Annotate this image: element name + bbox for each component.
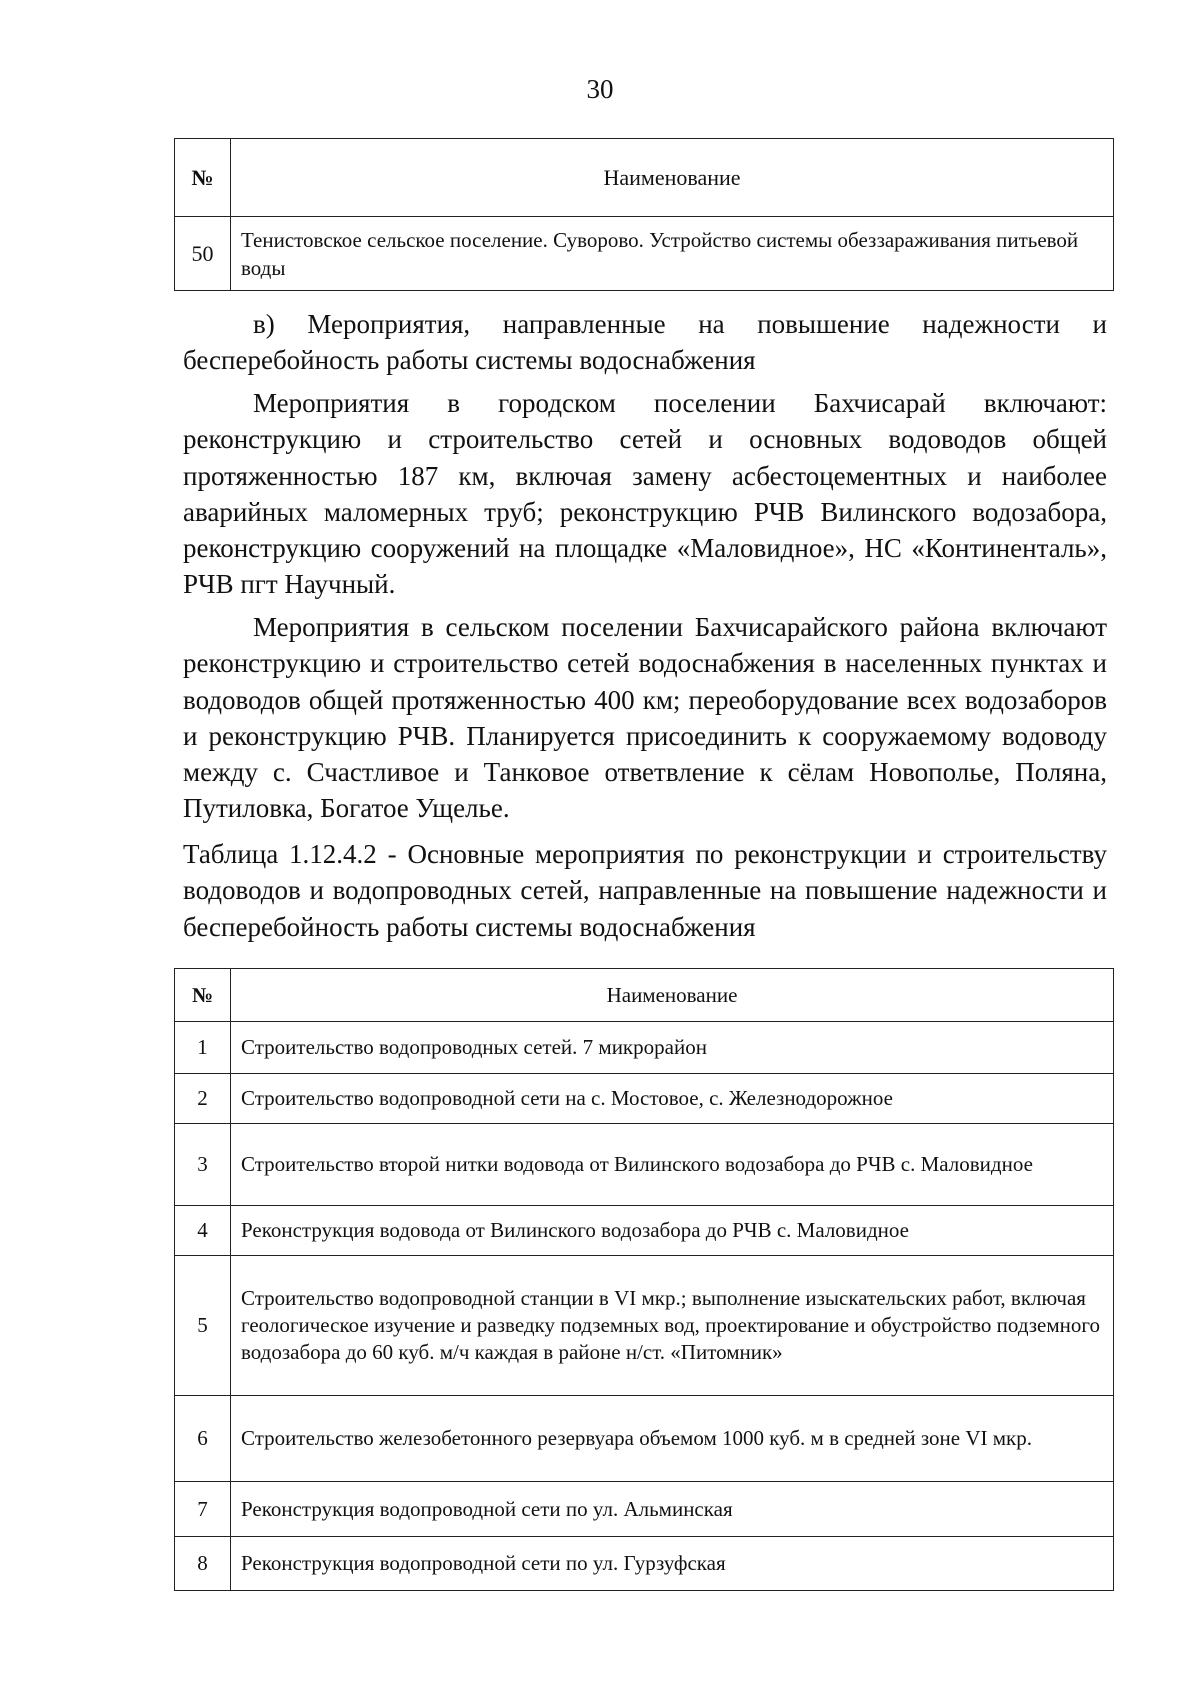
table-row [175, 1022, 1114, 1074]
row-name: Реконструкция водовода от Вилинского водозабора до РЧВ с. Маловидное [231, 1206, 1114, 1256]
table-row [175, 1396, 1114, 1482]
row-number: 50 [175, 217, 231, 291]
row-name: Строительство водопроводных сетей. 7 микрорайон [231, 1022, 1114, 1074]
header-name: Наименование [231, 969, 1114, 1022]
paragraph-rural-settlement: Мероприятия в сельском поселении Бахчисарайского района включают реконструкцию и строительство сетей водоснабжения в населенных пунктах и водоводов общей протяженностью 400 км; переоборудование всех водозаборов и реконструкцию РЧВ. Планируется присоединить к сооружаемому водоводу между с. Счастливое и Танковое ответвление к сёлам Новополье, Поляна, Путиловка, Богатое Ущелье. [183, 612, 1107, 824]
header-name: Наименование [231, 139, 1114, 217]
table-row [175, 1074, 1114, 1124]
header-number: № [175, 139, 231, 217]
table-row [175, 1124, 1114, 1206]
header-number: № [175, 969, 231, 1022]
top-table [174, 138, 1114, 291]
row-number: 6 [175, 1396, 231, 1482]
row-number: 2 [175, 1074, 231, 1124]
row-number: 8 [175, 1537, 231, 1591]
page-number: 30 [586, 74, 614, 104]
row-number: 4 [175, 1206, 231, 1256]
table-header-row [175, 969, 1114, 1022]
row-number: 1 [175, 1022, 231, 1074]
row-number: 7 [175, 1482, 231, 1537]
main-table [174, 968, 1114, 1591]
table-header-row [175, 139, 1114, 217]
table-caption: Таблица 1.12.4.2 - Основные мероприятия по реконструкции и строительству водоводов и водопроводных сетей, направленные на повышение надежности и бесперебойность работы системы водоснабжения [183, 839, 1107, 942]
row-number: 3 [175, 1124, 231, 1206]
row-name: Строительство водопроводной станции в VI мкр.; выполнение изыскательских работ, включая геологическое изучение и разведку подземных вод, проектирование и обустройство подземного водозабора до 60 куб. м/ч каждая в районе н/ст. «Питомник» [231, 1256, 1114, 1396]
row-name: Строительство железобетонного резервуара объемом 1000 куб. м в средней зоне VI мкр. [231, 1396, 1114, 1482]
table-row [175, 1206, 1114, 1256]
row-name: Тенистовское сельское поселение. Суворово. Устройство системы обеззараживания питьевой воды [231, 217, 1114, 291]
table-row [175, 217, 1114, 291]
row-number: 5 [175, 1256, 231, 1396]
row-name: Строительство водопроводной сети на с. Мостовое, с. Железнодорожное [231, 1074, 1114, 1124]
paragraph-city-settlement: Мероприятия в городском поселении Бахчисарай включают: реконструкцию и строительство сетей и основных водоводов общей протяженностью 187 км, включая замену асбестоцементных и наиболее аварийных маломерных труб; реконструкцию РЧВ Вилинского водозабора, реконструкцию сооружений на площадке «Маловидное», НС «Континенталь», РЧВ пгт Научный. [183, 388, 1107, 600]
table-row [175, 1482, 1114, 1537]
row-name: Строительство второй нитки водовода от Вилинского водозабора до РЧВ с. Маловидное [231, 1124, 1114, 1206]
table-row [175, 1256, 1114, 1396]
row-name: Реконструкция водопроводной сети по ул. Альминская [231, 1482, 1114, 1537]
row-name: Реконструкция водопроводной сети по ул. Гурзуфская [231, 1537, 1114, 1591]
paragraph-heading-v: в) Мероприятия, направленные на повышение надежности и бесперебойность работы системы водоснабжения [183, 309, 1107, 376]
table-row [175, 1537, 1114, 1591]
